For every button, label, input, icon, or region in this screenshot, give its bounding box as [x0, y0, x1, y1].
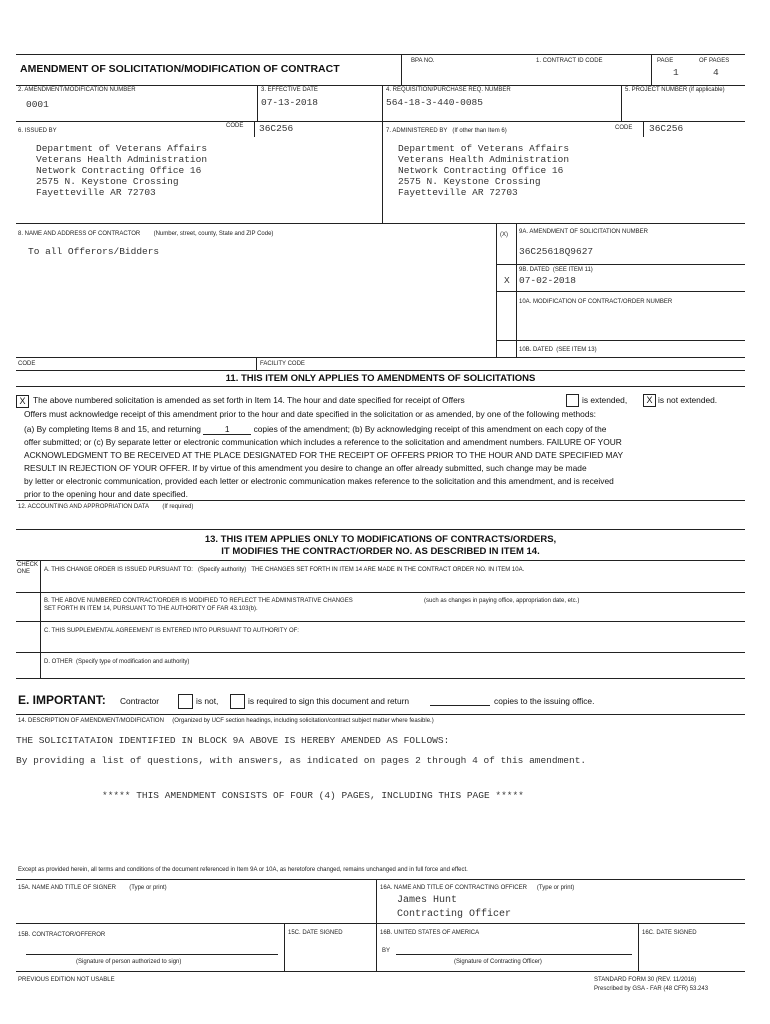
section-11-title: 11. THIS ITEM ONLY APPLIES TO AMENDMENTS OF SOLICITATIONS: [225, 373, 536, 384]
description-line-2: By providing a list of questions, with answers, as indicated on pages 2 through 4 of this amendment.: [16, 755, 587, 766]
item-10b-label: 10B. DATED (SEE ITEM 13): [519, 347, 597, 353]
issued-code-label: CODE: [226, 123, 244, 129]
option-b-text: B. THE ABOVE NUMBERED CONTRACT/ORDER IS MODIFIED TO REFLECT THE ADMINISTRATIVE CHANGES: [44, 598, 353, 604]
section-13-title: 13. THIS ITEM APPLIES ONLY TO MODIFICATIONS OF CONTRACTS/ORDERS, IT MODIFIES THE CONTRACT/ORDER NO. AS DESCRIBED IN ITEM 14.: [204, 534, 557, 557]
of-pages-label: OF PAGES: [699, 58, 730, 64]
administered-by-label: 7. ADMINISTERED BY (If other than Item 6): [386, 128, 507, 134]
item-9b-value: 07-02-2018: [519, 275, 577, 286]
copies-blank: [430, 705, 490, 706]
item-9b-mark: X: [504, 275, 510, 286]
of-pages-value: 4: [713, 67, 719, 78]
item-9a-label: 9A. AMENDMENT OF SOLICITATION NUMBER: [519, 229, 649, 235]
important-contractor: Contractor: [120, 696, 160, 706]
item-10a-label: 10A. MODIFICATION OF CONTRACT/ORDER NUMBER: [519, 299, 673, 305]
officer-label: 16A. NAME AND TITLE OF CONTRACTING OFFICER (Type or print): [380, 885, 575, 891]
bpa-label: BPA NO.: [411, 58, 435, 64]
officer-signature-line: [396, 954, 632, 955]
page-label: PAGE: [657, 58, 674, 64]
project-number-label: 5. PROJECT NUMBER (if applicable): [625, 87, 725, 93]
contractor-signature-caption: (Signature of person authorized to sign): [76, 959, 182, 965]
description-line-1: THE SOLICITATAION IDENTIFIED IN BLOCK 9A ABOVE IS HEREBY AMENDED AS FOLLOWS:: [16, 735, 450, 746]
officer-name: James Hunt: [397, 895, 458, 906]
contractor-date-label: 15C. DATE SIGNED: [288, 930, 343, 936]
extended-checkbox[interactable]: [566, 394, 579, 407]
effective-date-label: 3. EFFECTIVE DATE: [261, 87, 318, 93]
contract-id-label: 1. CONTRACT ID CODE: [536, 58, 603, 64]
check-one-label: CHECK ONE: [17, 562, 39, 575]
item-9a-value: 36C25618Q9627: [519, 246, 594, 257]
by-label: BY: [382, 948, 391, 954]
signer-label: 15A. NAME AND TITLE OF SIGNER (Type or print): [18, 885, 167, 891]
prescribed-label: Prescribed by GSA - FAR (48 CFR) 53.243: [594, 986, 709, 992]
admin-code-label: CODE: [615, 125, 633, 131]
requisition-value: 564-18-3-440-0085: [386, 97, 483, 108]
section-11-line-5: ACKNOWLEDGMENT TO BE RECEIVED AT THE PLACE DESIGNATED FOR THE RECEIPT OF OFFERS PRIOR TO THE HOUR AND DATE SPECIFIED MAY: [24, 450, 624, 460]
description-label: 14. DESCRIPTION OF AMENDMENT/MODIFICATION (Organized by UCF section headings, including solicitation/contract subject matter where feasible.): [18, 718, 434, 724]
section-11-line-8: prior to the opening hour and date specified.: [24, 489, 188, 499]
not-extended-text: is not extended.: [658, 395, 718, 405]
admin-code-value: 36C256: [649, 123, 684, 134]
description-line-3: ***** THIS AMENDMENT CONSISTS OF FOUR (4) PAGES, INCLUDING THIS PAGE *****: [102, 790, 524, 801]
is-required-checkbox[interactable]: [230, 694, 245, 709]
is-not-checkbox[interactable]: [178, 694, 193, 709]
extended-text: is extended,: [582, 395, 628, 405]
accounting-label: 12. ACCOUNTING AND APPROPRIATION DATA (If required): [18, 504, 194, 510]
officer-date-label: 16C. DATE SIGNED: [642, 930, 697, 936]
important-is-not: is not,: [196, 696, 219, 706]
issued-code-value: 36C256: [259, 123, 294, 134]
officer-title: Contracting Officer: [397, 909, 512, 920]
except-text: Except as provided herein, all terms and conditions of the document referenced in Item 9A or 10A, as heretofore changed, remains unchanged and in full force and effect.: [18, 867, 468, 873]
not-extended-checkbox[interactable]: X: [643, 394, 656, 407]
facility-code-label: FACILITY CODE: [260, 361, 305, 367]
x-column-label: (X): [500, 232, 508, 238]
option-d-text: D. OTHER (Specify type of modification and authority): [44, 659, 190, 665]
copies-count-field: 1: [203, 424, 251, 435]
section-11-line-4: offer submitted; or (c) By separate letter or electronic communication which includes a reference to the solicitation and amendment numbers. FAILURE OF YOUR: [24, 437, 622, 447]
important-label: E. IMPORTANT:: [18, 693, 106, 707]
option-b-sub: (such as changes in paying office, appropriation date, etc.): [424, 598, 580, 604]
effective-date-value: 07-13-2018: [261, 97, 319, 108]
amendment-number-label: 2. AMENDMENT/MODIFICATION NUMBER: [18, 87, 136, 93]
option-a-text: A. THIS CHANGE ORDER IS ISSUED PURSUANT TO: (Specify authority) THE CHANGES SET FORTH IN ITEM 14 ARE MADE IN THE CONTRACT ORDER NO. IN ITEM 10A.: [44, 567, 525, 573]
contractor-signature-line: [26, 954, 278, 955]
option-b-text-2: SET FORTH IN ITEM 14, PURSUANT TO THE AUTHORITY OF FAR 43.103(b).: [44, 606, 258, 612]
issued-address: Department of Veterans Affairs Veterans Health Administration Network Contracting Office 16 2575 N. Keystone Crossing Fayetteville AR 72703: [36, 143, 208, 198]
amendment-number-value: 0001: [26, 99, 49, 110]
contractor-offeror-label: 15B. CONTRACTOR/OFFEROR: [18, 932, 106, 938]
important-copies: copies to the issuing office.: [494, 696, 595, 706]
section-11-line-6: RESULT IN REJECTION OF YOUR OFFER. If by virtue of this amendment you desire to change an offer already submitted, such change may be made: [24, 463, 587, 473]
section-11-line-7: by letter or electronic communication, provided each letter or electronic communication makes reference to the solicitation and this amendment, and is received: [24, 476, 614, 486]
issued-by-label: 6. ISSUED BY: [18, 128, 57, 134]
requisition-label: 4. REQUISITION/PURCHASE REQ. NUMBER: [386, 87, 511, 93]
amendment-form: [16, 54, 745, 972]
item-9b-label: 9B. DATED (SEE ITEM 11): [519, 267, 593, 273]
contractor-label: 8. NAME AND ADDRESS OF CONTRACTOR (Number, street, county, State and ZIP Code): [18, 231, 274, 237]
usa-label: 16B. UNITED STATES OF AMERICA: [380, 930, 480, 936]
option-c-text: C. THIS SUPPLEMENTAL AGREEMENT IS ENTERED INTO PURSUANT TO AUTHORITY OF:: [44, 628, 299, 634]
administered-address: Department of Veterans Affairs Veterans Health Administration Network Contracting Office 16 2575 N. Keystone Crossing Fayetteville AR 72703: [398, 143, 570, 198]
officer-signature-caption: (Signature of Contracting Officer): [454, 959, 542, 965]
previous-edition-note: PREVIOUS EDITION NOT USABLE: [18, 977, 115, 983]
section-11-line-1: The above numbered solicitation is amended as set forth in Item 14. The hour and date specified for receipt of Offers: [33, 395, 465, 405]
form-title: AMENDMENT OF SOLICITATION/MODIFICATION OF CONTRACT: [20, 63, 340, 75]
section-11-line-3: (a) By completing Items 8 and 15, and returning 1 copies of the amendment; (b) By acknowledging receipt of this amendment on each copy of the: [24, 424, 607, 434]
amended-checkbox[interactable]: X: [16, 395, 29, 408]
important-is-required: is required to sign this document and return: [248, 696, 410, 706]
contractor-value: To all Offerors/Bidders: [28, 246, 160, 257]
page-value: 1: [673, 67, 679, 78]
standard-form-label: STANDARD FORM 30 (REV. 11/2016): [594, 977, 697, 983]
contractor-code-label: CODE: [18, 361, 36, 367]
section-11-line-2: Offers must acknowledge receipt of this amendment prior to the hour and date specified in the solicitation or as amended, by one of the following methods:: [24, 409, 596, 419]
